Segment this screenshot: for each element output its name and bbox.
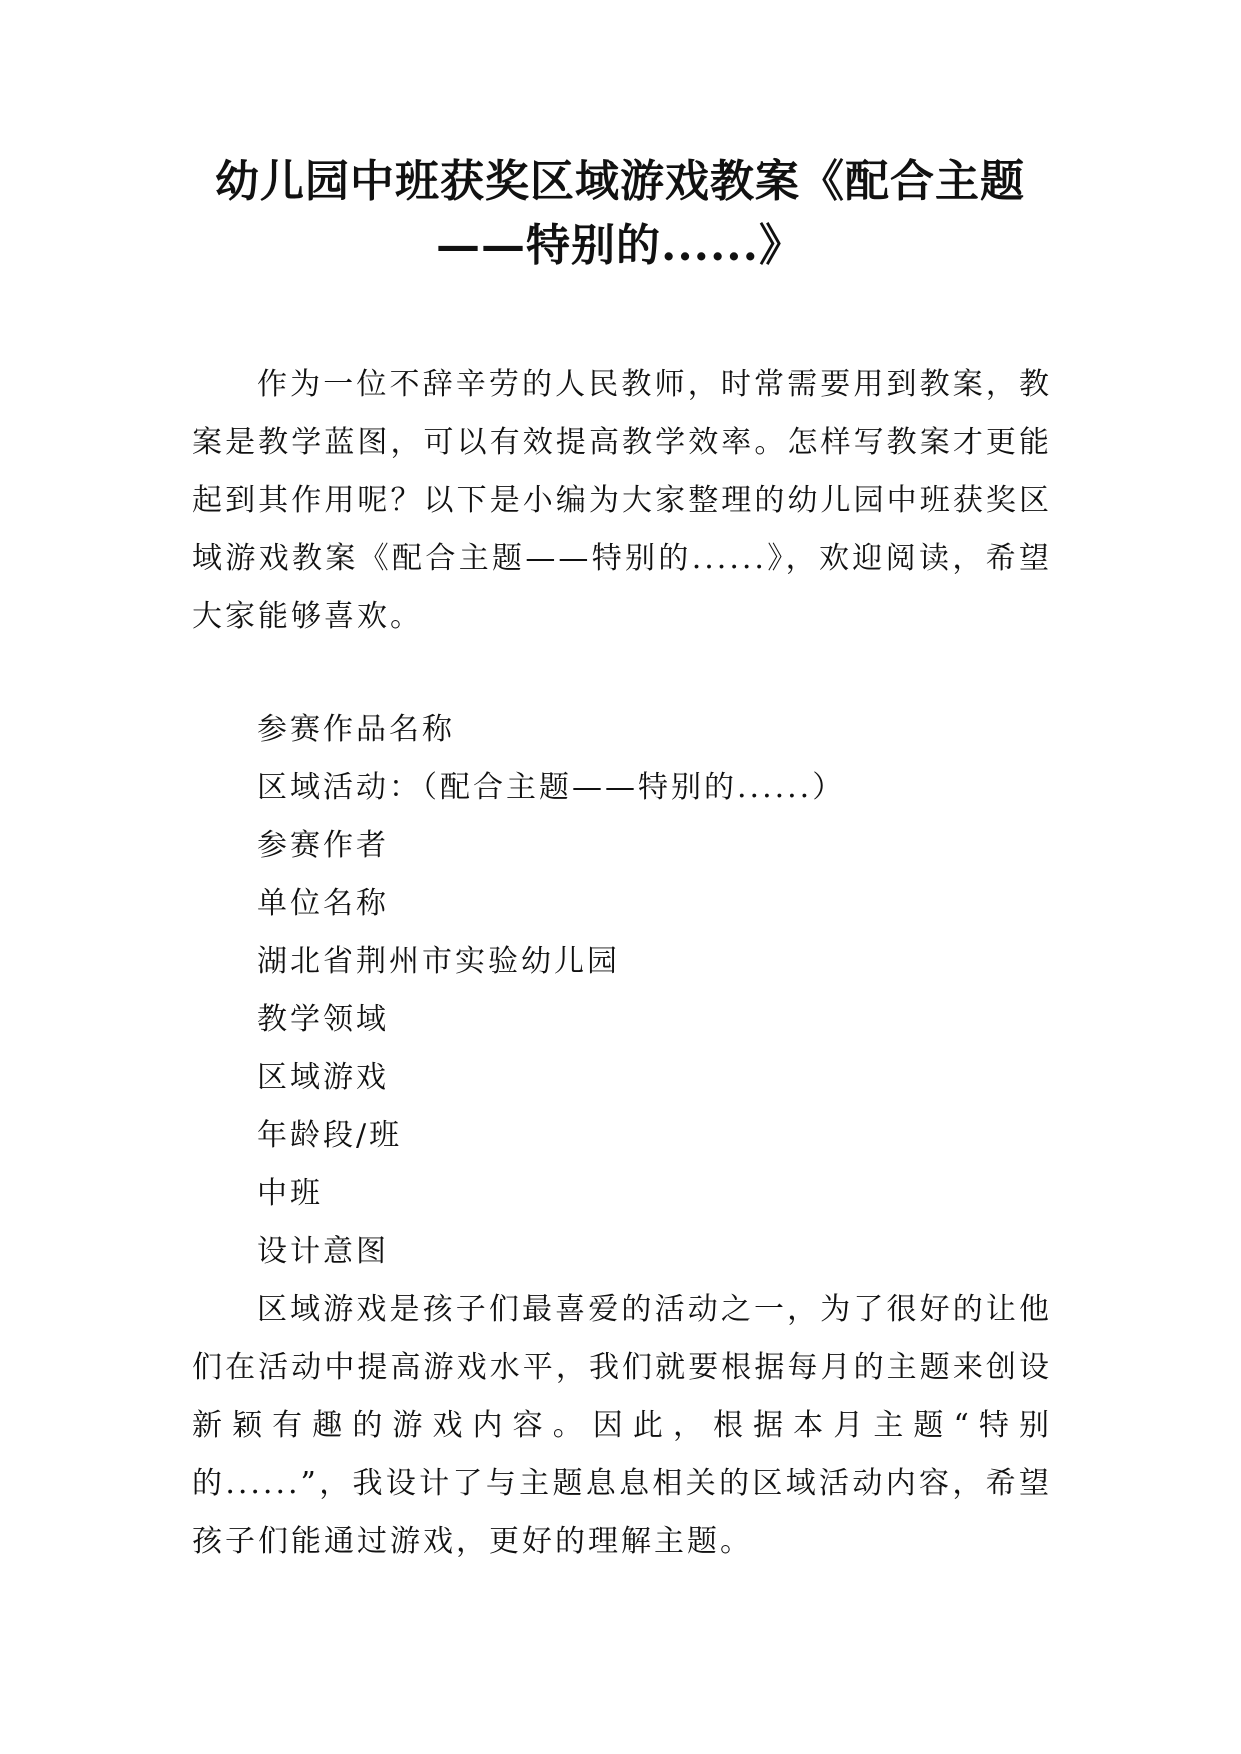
entry-info-line: 区域活动：（配合主题——特别的......）	[257, 770, 846, 805]
title-line-1: 幼儿园中班获奖区域游戏教案《配合主题	[215, 156, 1025, 207]
design-intent-paragraph: 区域游戏是孩子们最喜爱的活动之一，为了很好的让他们在活动中提高游戏水平，我们就要根据每月的主题来创设新颖有趣的游戏内容。因此，根据本月主题“特别的......”，我设计了与主题息息相关的区域活动内容，希望孩子们能通过游戏，更好的理解主题。	[192, 1292, 1052, 1559]
entry-info-list	[257, 701, 845, 1281]
title-line-2: ——特别的......》	[436, 220, 804, 271]
entry-info-line: 单位名称	[257, 886, 389, 921]
entry-info-line: 年龄段/班	[257, 1118, 403, 1153]
entry-info-line: 教学领域	[257, 1002, 389, 1037]
entry-info-line: 参赛作者	[257, 828, 389, 863]
entry-info-line: 区域游戏	[257, 1060, 389, 1095]
entry-info-line: 湖北省荆州市实验幼儿园	[257, 944, 620, 979]
intro-paragraph: 作为一位不辞辛劳的人民教师，时常需要用到教案，教案是教学蓝图，可以有效提高教学效率。怎样写教案才更能起到其作用呢？以下是小编为大家整理的幼儿园中班获奖区域游戏教案《配合主题——特别的......》，欢迎阅读，希望大家能够喜欢。	[192, 367, 1052, 634]
document-title	[150, 150, 1090, 278]
entry-info-line: 参赛作品名称	[257, 712, 455, 747]
entry-info-line: 中班	[257, 1176, 323, 1211]
entry-info-line: 设计意图	[257, 1234, 389, 1269]
